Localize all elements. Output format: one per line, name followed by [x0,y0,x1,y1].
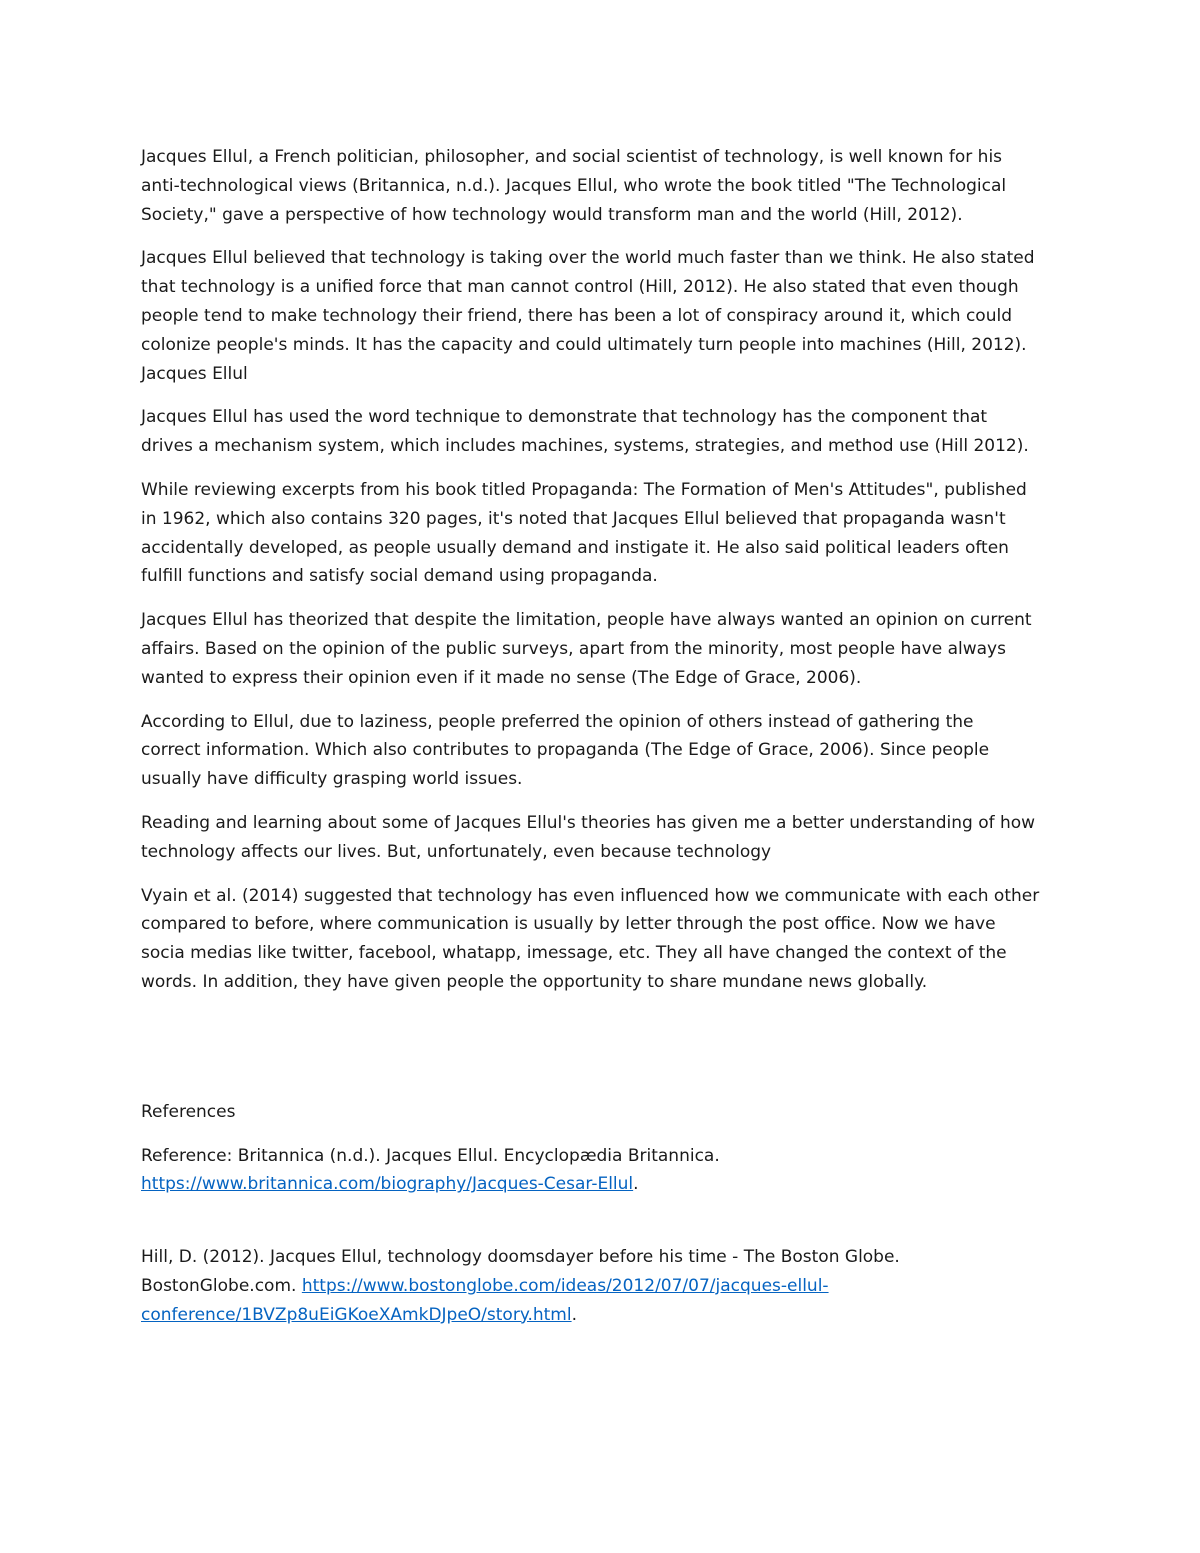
text-line: wanted to express their opinion even if it made no sense (The Edge of Grace, 2006). [141,667,862,688]
reference-url-line [141,1272,1066,1301]
boston-globe-link-part2[interactable]: conference/1BVZp8uEiGKoeXAmkDJpeO/story.html [141,1304,572,1325]
text-line: colonize people's minds. It has the capacity and could ultimately turn people into machines (Hill, 2012). [141,334,1027,355]
text-line: socia medias like twitter, facebool, whatapp, imessage, etc. They all have changed the context of the [141,943,1007,964]
paragraph-technique [141,403,1066,461]
text-line: accidentally developed, as people usually demand and instigate it. He also said political leaders often [141,537,1009,558]
text-line: technology affects our lives. But, unfortunately, even because technology [141,841,772,862]
text-line: usually have difficulty grasping world issues. [141,769,523,790]
text-line: drives a mechanism system, which includes machines, systems, strategies, and method use (Hill 2012). [141,436,1029,457]
reference-text: Hill, D. (2012). Jacques Ellul, technology doomsdayer before his time - The Boston Globe. [141,1247,900,1268]
text-line: Vyain et al. (2014) suggested that technology has even influenced how we communicate with each other [141,885,1040,906]
reference-source: BostonGlobe.com. [141,1275,297,1296]
paragraph-reflection [141,809,1066,867]
paragraph-communication [141,882,1066,997]
references-heading: References [141,1101,236,1122]
text-line: in 1962, which also contains 320 pages, it's noted that Jacques Ellul believed that propaganda wasn't [141,508,1006,529]
document-body [141,143,1066,1374]
text-line: that technology is a unified force that man cannot control (Hill, 2012). He also stated that even though [141,277,1019,298]
text-line: According to Ellul, due to laziness, people preferred the opinion of others instead of gathering the [141,711,974,732]
text-line: Jacques Ellul, a French politician, philosopher, and social scientist of technology, is well known for his [141,147,1003,167]
text-line: words. In addition, they have given people the opportunity to share mundane news globally. [141,971,928,992]
text-line: Jacques Ellul believed that technology is taking over the world much faster than we think. He also stated [141,248,1035,269]
reference-trailing-period: . [571,1304,577,1325]
text-line: Society," gave a perspective of how technology would transform man and the world (Hill, 2012). [141,204,963,225]
text-line: Jacques Ellul [141,363,248,384]
text-line: Jacques Ellul has used the word technique to demonstrate that technology has the component that [141,407,988,428]
paragraph-opinion [141,606,1066,692]
reference-trailing-period: . [633,1174,639,1195]
reference-url-line [141,1170,1066,1199]
text-line: anti-technological views (Britannica, n.d.). Jacques Ellul, who wrote the book titled "The Technological [141,175,1007,196]
britannica-link[interactable]: https://www.britannica.com/biography/Jacques-Cesar-Ellul [141,1174,634,1195]
reference-url-line [141,1301,1066,1330]
reference-text: Reference: Britannica (n.d.). Jacques Ellul. Encyclopædia Britannica. [141,1145,720,1166]
section-spacer [141,1012,1066,1098]
text-line: compared to before, where communication is usually by letter through the post office. Now we have [141,914,996,935]
text-line: fulfill functions and satisfy social demand using propaganda. [141,566,658,587]
paragraph-unified-force [141,244,1066,388]
text-line: people tend to make technology their friend, there has been a lot of conspiracy around it, which could [141,305,1012,326]
text-line: While reviewing excerpts from his book titled Propaganda: The Formation of Men's Attitudes", published [141,479,1027,500]
paragraph-propaganda-book [141,476,1066,591]
reference-britannica [141,1142,1066,1200]
paragraph-intro [141,143,1066,229]
text-line: Jacques Ellul has theorized that despite the limitation, people have always wanted an opinion on current [141,610,1032,631]
text-line: Reading and learning about some of Jacques Ellul's theories has given me a better understanding of how [141,812,1036,833]
paragraph-laziness [141,708,1066,794]
reference-hill [141,1243,1066,1329]
text-line: affairs. Based on the opinion of the public surveys, apart from the minority, most people have always [141,638,1006,659]
text-line: correct information. Which also contributes to propaganda (The Edge of Grace, 2006). Since people [141,740,990,761]
boston-globe-link-part1[interactable]: https://www.bostonglobe.com/ideas/2012/07/07/jacques-ellul- [301,1275,829,1296]
